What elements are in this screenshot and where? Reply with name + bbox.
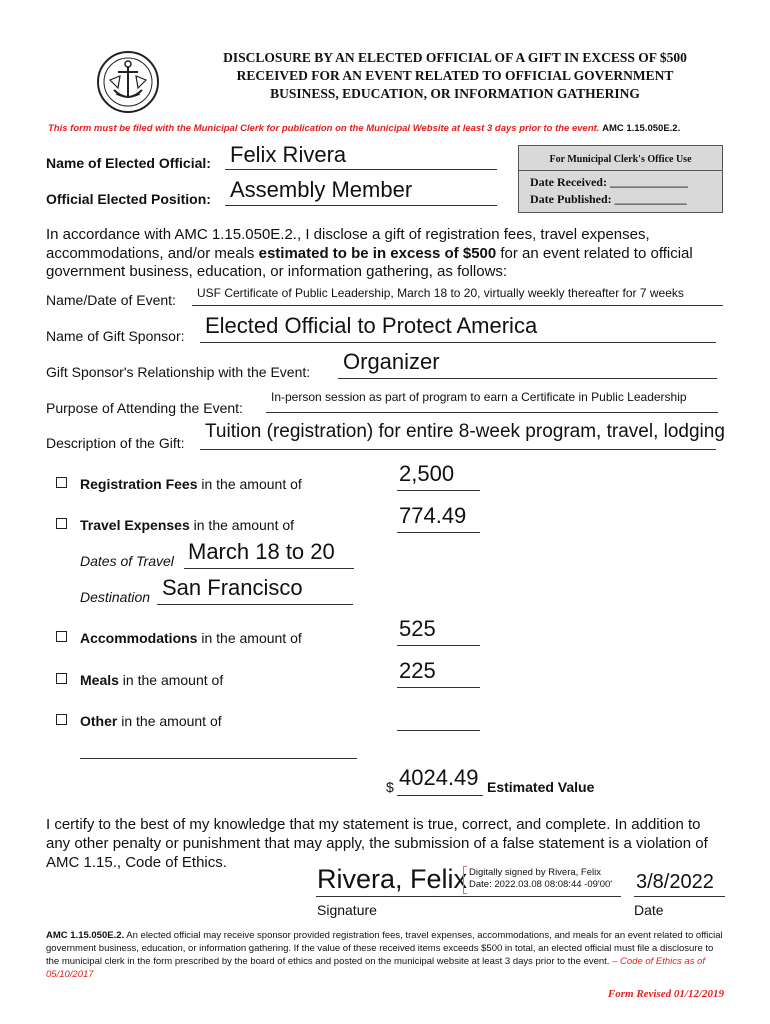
other-checkbox[interactable] [56, 714, 67, 725]
footnote-code: – Code of Ethics as of 05/10/2017 [46, 956, 706, 980]
intro-text: In accordance with AMC 1.15.050E.2., I disclose a gift of registration fees, travel expenses, accommodations, and/or meals [46, 226, 650, 262]
intro-text: for an event related to official government business, education, or information gathering, as follows: [46, 244, 693, 280]
registration-fees-text: in the amount of [197, 476, 302, 492]
other-description-field[interactable] [80, 739, 357, 759]
accommodations-label [80, 630, 302, 646]
registration-fees-bold: Registration Fees [80, 476, 198, 492]
registration-fees-checkbox[interactable] [56, 477, 67, 488]
title-line: DISCLOSURE BY AN ELECTED OFFICIAL OF A GIFT IN EXCESS OF $500 [223, 50, 687, 65]
footnote-ref: AMC 1.15.050E.2. [46, 930, 125, 941]
meals-checkbox[interactable] [56, 673, 67, 684]
date-received-label: Date Received: _____________ [530, 175, 688, 189]
other-text: in the amount of [117, 713, 222, 729]
meals-amount-value: 225 [399, 658, 436, 683]
travel-expenses-label [80, 517, 294, 533]
accommodations-bold: Accommodations [80, 630, 198, 646]
meals-bold: Meals [80, 672, 119, 688]
total-currency: $ [386, 779, 394, 795]
sponsor-relationship-label: Gift Sponsor's Relationship with the Event: [46, 364, 311, 380]
official-name-label: Name of Elected Official: [46, 155, 211, 171]
signature-date-value: 3/8/2022 [636, 871, 714, 893]
destination-value: San Francisco [162, 575, 303, 600]
other-label [80, 713, 222, 729]
footnote-text: An elected official may receive sponsor provided registration fees, travel expenses, accommodations, and meals for an event related to official government business, education, or information gathering. If the value of these received items exceeds $500 in total, an elected official must file a disclosure to the municipal clerk in the form prescribed by the board of ethics and posted on the municipal website at least 3 days prior to the event. [46, 930, 723, 967]
municipal-seal-logo [96, 50, 160, 114]
digital-signature-line: Digitally signed by Rivera, Felix [469, 867, 601, 878]
gift-sponsor-label: Name of Gift Sponsor: [46, 328, 185, 344]
accommodations-text: in the amount of [197, 630, 302, 646]
signature-date-field[interactable] [634, 877, 725, 897]
filing-notice-ref: AMC 1.15.050E.2. [602, 123, 681, 134]
form-title [170, 49, 740, 103]
title-line: RECEIVED FOR AN EVENT RELATED TO OFFICIAL GOVERNMENT [236, 68, 674, 83]
clerk-office-box [518, 145, 723, 213]
event-name-date-value: USF Certificate of Public Leadership, March 18 to 20, virtually weekly thereafter for 7 weeks [197, 286, 684, 300]
date-label: Date [634, 902, 664, 918]
travel-expenses-text: in the amount of [189, 517, 295, 533]
other-bold: Other [80, 713, 118, 729]
purpose-label: Purpose of Attending the Event: [46, 400, 243, 416]
accommodations-checkbox[interactable] [56, 631, 67, 642]
gift-description-label: Description of the Gift: [46, 435, 185, 451]
intro-emphasis: estimated to be in excess of $500 [258, 244, 497, 262]
travel-expenses-bold: Travel Expenses [80, 517, 190, 533]
meals-label [80, 672, 223, 688]
dates-of-travel-label: Dates of Travel [80, 553, 174, 569]
official-position-label: Official Elected Position: [46, 191, 211, 207]
accommodations-amount-value: 525 [399, 616, 436, 641]
estimated-value-label: Estimated Value [487, 779, 595, 795]
registration-fees-label [80, 476, 302, 492]
total-amount-value: 4024.49 [399, 765, 479, 790]
signature-field[interactable] [316, 877, 621, 897]
purpose-value: In-person session as part of program to earn a Certificate in Public Leadership [271, 390, 687, 404]
official-name-value: Felix Rivera [230, 142, 347, 167]
gift-description-value: Tuition (registration) for entire 8-week program, travel, lodging [205, 421, 725, 442]
meals-text: in the amount of [118, 672, 224, 688]
certification-statement: I certify to the best of my knowledge that my statement is true, correct, and complete. In addition to any other penalty or punishment that may apply, the submission of a false statement is a violation of AMC 1.15., Code of Ethics. [46, 816, 708, 871]
title-line: BUSINESS, EDUCATION, OR INFORMATION GATHERING [270, 86, 640, 101]
signature-name: Rivera, Felix [317, 864, 468, 894]
official-position-value: Assembly Member [230, 177, 413, 202]
event-name-date-label: Name/Date of Event: [46, 292, 176, 308]
clerk-box-heading: For Municipal Clerk's Office Use [549, 154, 692, 165]
filing-notice [48, 123, 680, 134]
clerk-box-divider [519, 170, 722, 171]
filing-notice-text: This form must be filed with the Municipal Clerk for publication on the Municipal Website at least 3 days prior to the event. [48, 123, 600, 134]
registration-amount-value: 2,500 [399, 461, 455, 486]
travel-expenses-checkbox[interactable] [56, 518, 67, 529]
dates-of-travel-value: March 18 to 20 [188, 539, 335, 564]
intro-paragraph [46, 226, 726, 282]
sponsor-relationship-value: Organizer [343, 349, 440, 374]
digital-signature-line: Date: 2022.03.08 08:08:44 -09'00' [469, 879, 613, 890]
other-amount-field[interactable] [397, 710, 480, 731]
amc-footnote [46, 929, 726, 981]
destination-label: Destination [80, 589, 151, 605]
signature-label: Signature [317, 902, 377, 918]
date-published-label: Date Published: ____________ [530, 192, 687, 206]
gift-sponsor-value: Elected Official to Protect America [205, 313, 538, 338]
travel-amount-value: 774.49 [399, 503, 467, 528]
form-revised-date: Form Revised 01/12/2019 [607, 988, 724, 1000]
